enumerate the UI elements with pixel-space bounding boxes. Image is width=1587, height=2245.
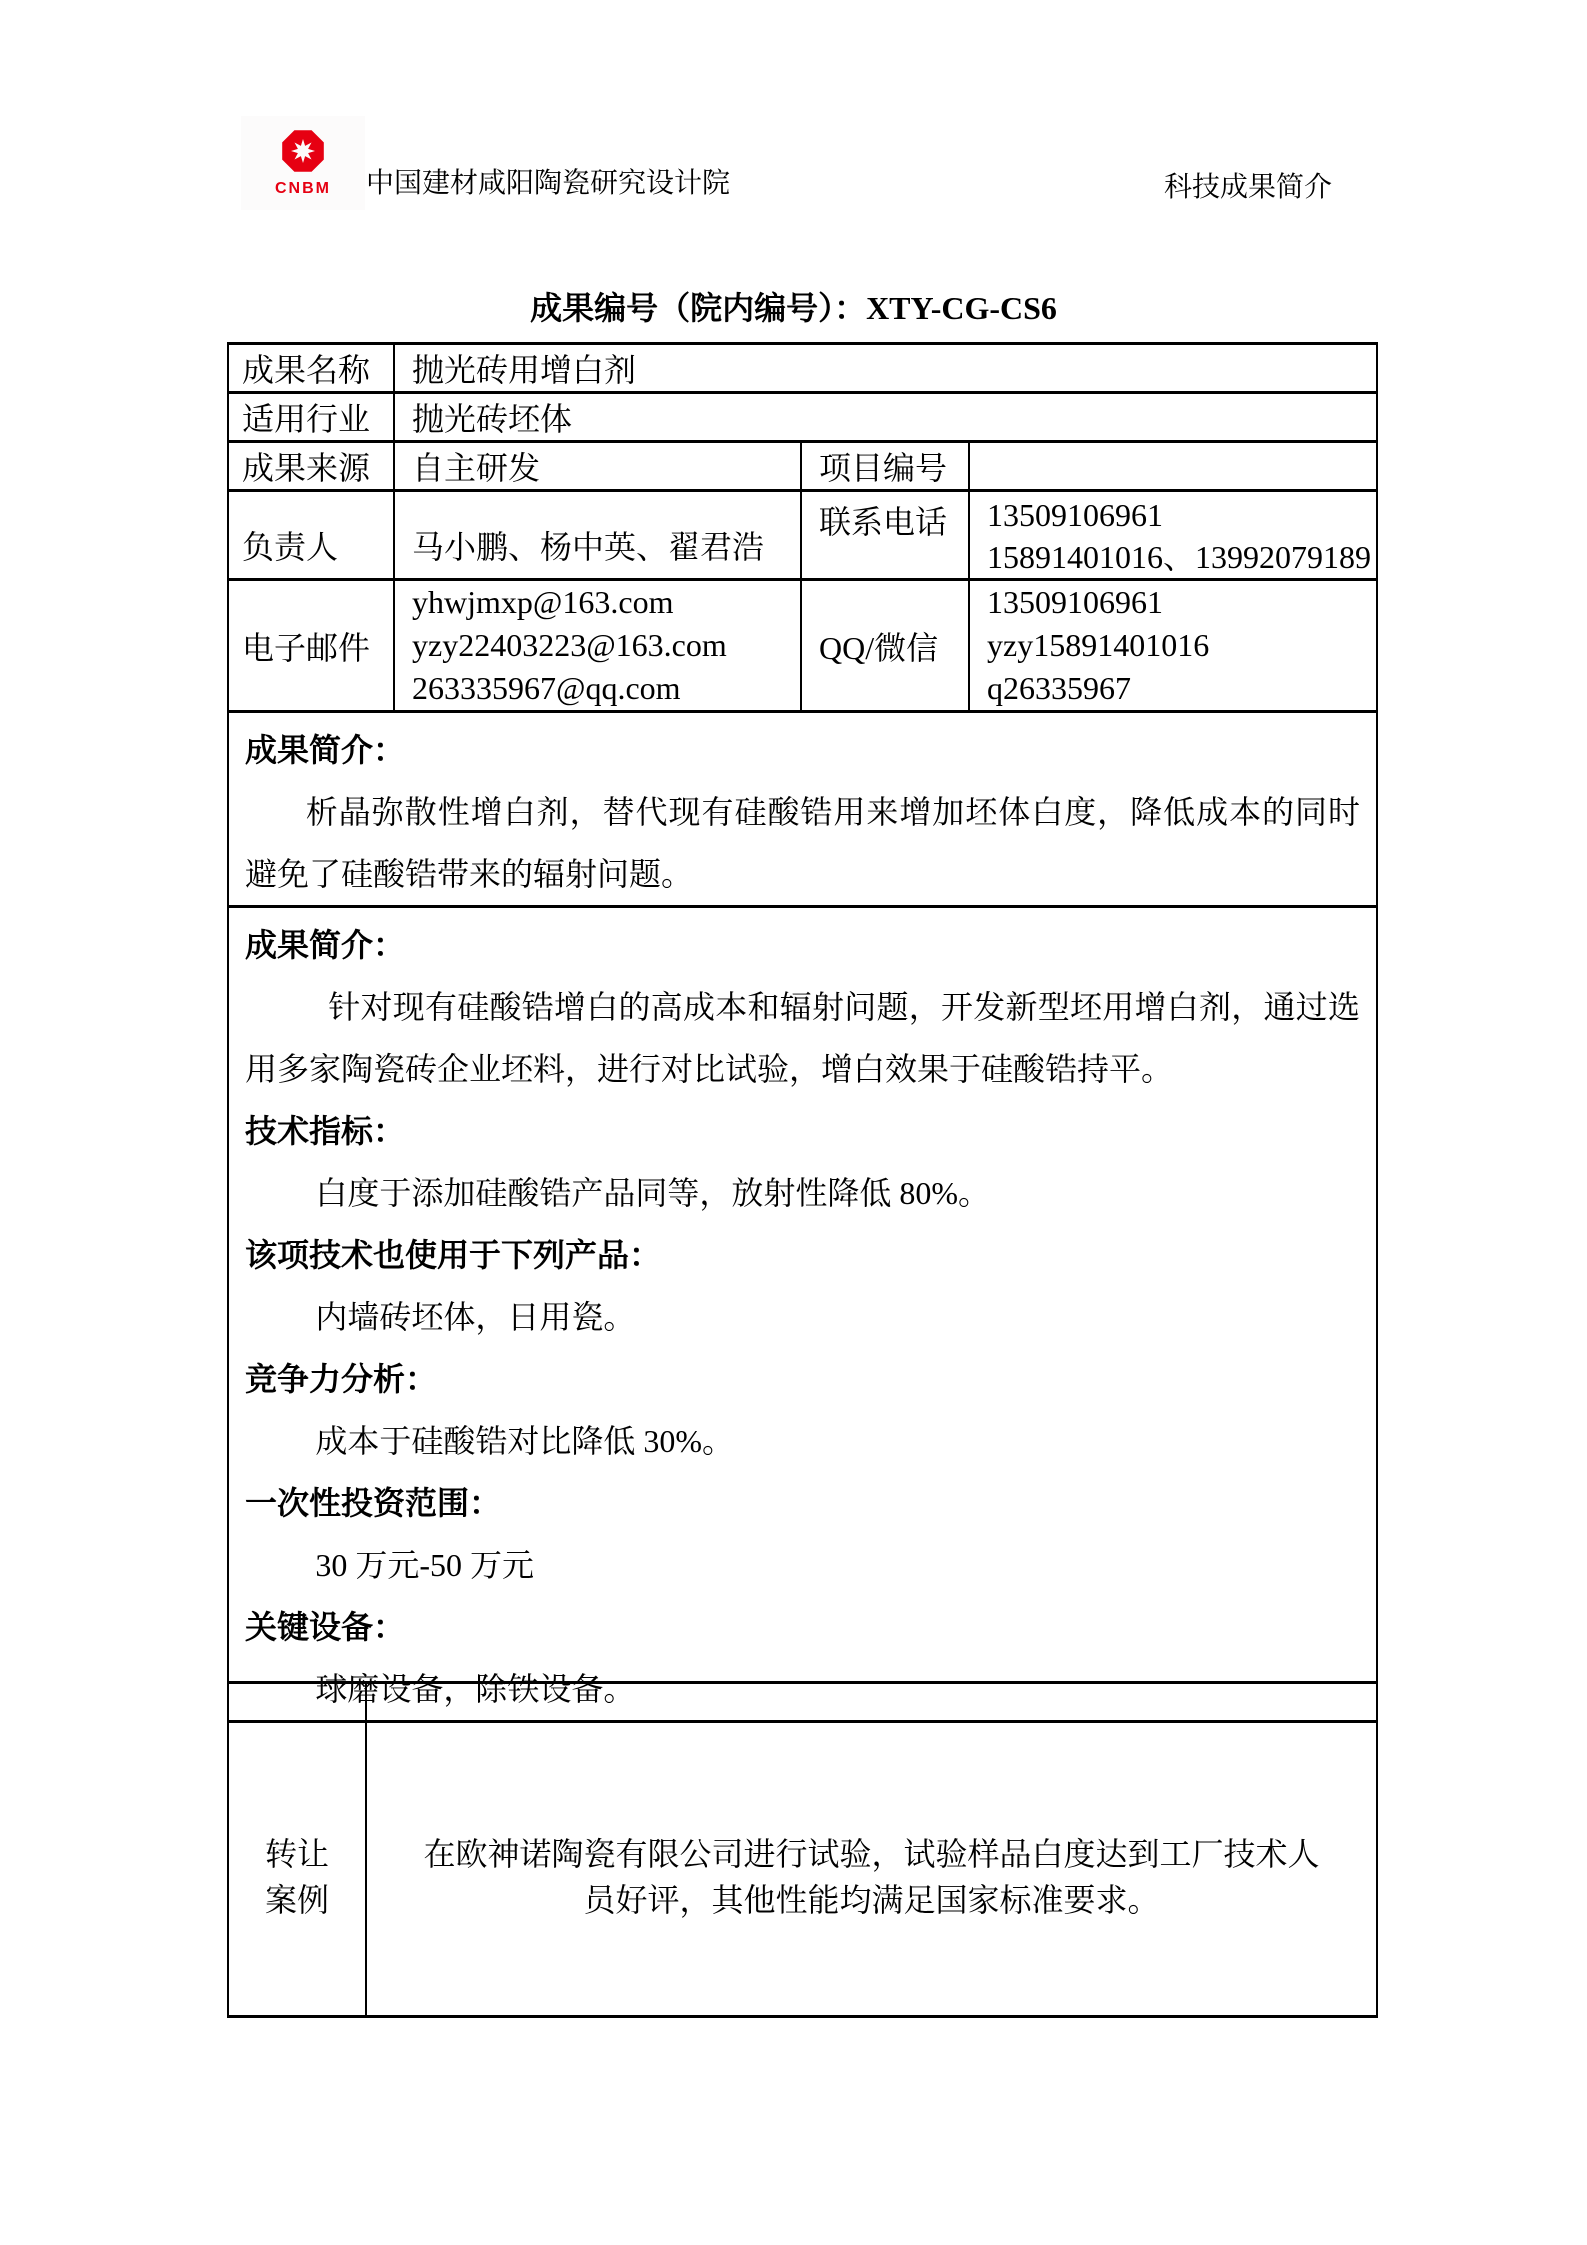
field-value-project-number — [969, 442, 1377, 491]
transfer-label-line: 案例 — [264, 1882, 329, 1918]
field-value-qq-wechat — [969, 580, 1377, 712]
field-label-achievement-name: 成果名称 — [228, 344, 394, 393]
section-heading-key-equipment: 关键设备： — [245, 1609, 406, 1645]
table-row-email — [228, 580, 1377, 712]
field-label-project-number: 项目编号 — [801, 442, 969, 491]
field-label-qq-wechat: QQ/微信 — [801, 580, 969, 712]
cnbm-logo — [241, 116, 365, 210]
section-heading-investment: 一次性投资范围： — [245, 1485, 502, 1521]
account-line: q26335967 — [987, 670, 1131, 706]
table-row-owner — [228, 491, 1377, 580]
achievement-info-table — [227, 342, 1378, 1723]
transfer-label-line: 转让 — [264, 1836, 329, 1872]
organization-name: 中国建材咸阳陶瓷研究设计院 — [366, 167, 731, 198]
table-row-details — [228, 907, 1377, 1722]
details-cell — [228, 907, 1377, 1722]
section-body-tech-specs: 白度于添加硅酸锆产品同等，放射性降低 80%。 — [315, 1175, 991, 1211]
cnbm-logo-text: CNBM — [275, 180, 331, 197]
account-line: 13509106961 — [987, 584, 1163, 620]
field-value-email — [394, 580, 801, 712]
phone-line: 13509106961 — [987, 497, 1163, 533]
field-value-phone — [969, 491, 1377, 580]
section-heading-summary-2: 成果简介： — [245, 927, 406, 963]
section-body-competitiveness: 成本于硅酸锆对比降低 30%。 — [315, 1423, 735, 1459]
field-label-email: 电子邮件 — [228, 580, 394, 712]
field-label-phone: 联系电话 — [801, 491, 969, 580]
page-title: 成果编号（院内编号）：XTY-CG-CS6 — [530, 290, 1057, 326]
field-value-industry: 抛光砖坯体 — [394, 393, 1377, 442]
section-heading-summary: 成果简介： — [245, 732, 406, 768]
cnbm-octagon-star-icon — [278, 126, 328, 176]
field-value-owner: 马小鹏、杨中英、翟君浩 — [394, 491, 801, 580]
field-value-achievement-name: 抛光砖用增白剂 — [394, 344, 1377, 393]
email-line: 263335967@qq.com — [412, 670, 681, 706]
field-label-owner: 负责人 — [228, 491, 394, 580]
table-row-transfer-case — [228, 1683, 1377, 2017]
field-value-transfer-case: 在欧神诺陶瓷有限公司进行试验，试验样品白度达到工厂技术人员好评，其他性能均满足国家标准要求。 — [366, 1683, 1377, 2017]
section-body-key-equipment: 球磨设备，除铁设备。 — [315, 1671, 636, 1707]
email-line: yhwjmxp@163.com — [412, 584, 674, 620]
section-body-investment: 30 万元-50 万元 — [315, 1547, 535, 1583]
section-heading-competitiveness: 竞争力分析： — [245, 1361, 438, 1397]
phone-line: 15891401016、13992079189 — [987, 539, 1372, 575]
section-heading-other-products: 该项技术也使用于下列产品： — [245, 1237, 662, 1273]
table-row-industry — [228, 393, 1377, 442]
table-row-name — [228, 344, 1377, 393]
table-row-source — [228, 442, 1377, 491]
table-row-summary — [228, 712, 1377, 907]
field-label-source: 成果来源 — [228, 442, 394, 491]
document-type-label: 科技成果简介 — [1164, 171, 1333, 202]
field-label-industry: 适用行业 — [228, 393, 394, 442]
section-body-summary-2: 针对现有硅酸锆增白的高成本和辐射问题，开发新型坯用增白剂，通过选用多家陶瓷砖企业坯料，进行对比试验，增白效果于硅酸锆持平。 — [245, 989, 1361, 1087]
transfer-case-table — [227, 1681, 1378, 2018]
section-heading-tech-specs: 技术指标： — [245, 1113, 406, 1149]
field-value-source: 自主研发 — [394, 442, 801, 491]
section-body-other-products: 内墙砖坯体，日用瓷。 — [315, 1299, 636, 1335]
account-line: yzy15891401016 — [987, 627, 1210, 663]
summary-cell — [228, 712, 1377, 907]
section-body-summary: 析晶弥散性增白剂，替代现有硅酸锆用来增加坯体白度，降低成本的同时避免了硅酸锆带来的辐射问题。 — [245, 794, 1361, 892]
field-label-transfer-case — [228, 1683, 366, 2017]
email-line: yzy22403223@163.com — [412, 627, 727, 663]
